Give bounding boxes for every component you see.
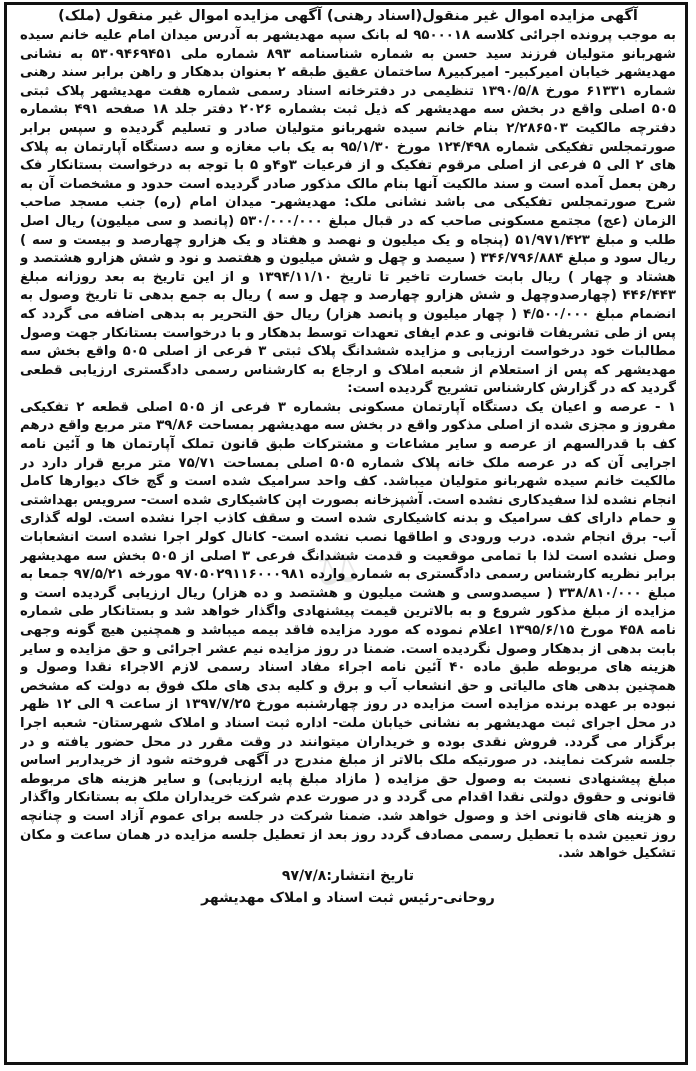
notice-intro-paragraph: به موجب پرونده اجرائی کلاسه ۹۵۰۰۰۱۸ له بانک سپه مهدیشهر به آدرس میدان امام علیه خانم سیده شهربانو متولیان فرزند سید حسن به شماره شناسنامه ۸۹۳ شماره ملی ۵۳۰۹۴۶۹۴۵۱ به نشانی مهدیشهر خیابان امیرکبیر- امیرکبیر۸ ساختمان عقیق طبقه ۲ بعنوان بدهکار و راهن برابر سند رهنی شماره ۶۱۳۳۱ مورخ ۱۳۹۰/۵/۸ تنظیمی در دفترخانه اسناد رسمی شماره هفت مهدیشهر پلاک ثبتی ۵۰۵ اصلی واقع در بخش سه مهدیشهر که ذیل ثبت بشماره ۲۰۲۶ دفتر جلد ۱۸ صفحه ۴۹۱ بشماره دفترچه مالکیت ۲/۲۸۶۵۰۳ بنام خانم سیده شهربانو متولیان صادر و تسلیم گردیده و سپس برابر صورتمجلس تفکیکی شماره ۱۲۴/۴۹۸ مورخ ۹۵/۱/۳۰ به یک باب مغازه و سه دستگاه آپارتمان به پلاک های ۲ الی ۵ فرعی از اصلی مرقوم تفکیک و از فرعیات ۳و۴و ۵ با توجه به درخواست بستانکار فک رهن بعمل آمده است و سند مالکیت آنها بنام مالک مذکور صادر گردیده است حدود و مشخصات آن به شرح صورتمجلس تفکیکی می باشد نشانی ملک: مهدیشهر- میدان امام (ره) جنب مسجد صاحب الزمان (عج) مجتمع مسکونی صاحب که در قبال مبلغ ۵۳۰/۰۰۰/۰۰۰ (پانصد و سی میلیون) ریال اصل طلب و مبلغ ۵۱/۹۷۱/۴۲۳ (پنجاه و یک میلیون و نهصد و هفتاد و یک هزارو چهارصد و بیست و سه ) ریال سود و مبلغ ۳۴۶/۷۹۶/۸۸۴ ( سیصد و چهل و شش میلیون و هفتصد و نود و شش هزارو هشتصد و هشتاد و چهار ) ریال بابت خسارت تاخیر تا تاریخ ۱۳۹۴/۱۱/۱۰ و از این تاریخ به بعد روزانه مبلغ ۴۴۶/۴۴۳ (چهارصدوچهل و شش هزارو چهارصد و چهل و سه ) ریال به جمع بدهی تا تاریخ وصول به انضمام مبلغ ۴/۵۰۰/۰۰۰ ( چهار میلیون و پانصد هزار) ریال حق التحریر به بدهی اضافه می گردد که پس از طی تشریفات قانونی و عدم ایفای تعهدات توسط بدهکار و با درخواست بستانکار جهت وصول مطالبات خود درخواست ارزیابی و مزایده ششدانگ پلاک ثبتی ۳ فرعی از اصلی ۵۰۵ واقع بخش سه مهدیشهر که پس از استعلام از شعبه املاک و ارجاع به کارشناس رسمی دادگستری ارزیابی قطعی گردید که در گزارش کارشناس تشریح گردیده است:: [20, 28, 676, 397]
notice-title: آگهی مزایده اموال غیر منقول(اسناد رهنی) آگهی مزایده اموال غیر منقول (ملک): [58, 8, 638, 24]
signature-line: روحانی-رئیس ثبت اسناد و املاک مهدیشهر: [201, 889, 495, 906]
watermark: ⚖: [313, 537, 362, 597]
notice-item-1-paragraph: ۱ - عرصه و اعیان یک دستگاه آپارتمان مسکونی بشماره ۳ فرعی از ۵۰۵ اصلی قطعه ۲ تفکیکی مفروز و مجزی شده از اصلی مذکور واقع در بخش سه مهدیشهر بمساحت ۳۹/۸۶ متر مربع واقع درهم کف با قدرالسهم از عرصه و سایر مشاعات و مشترکات طبق قانون تملک آپارتمان ها و آئین نامه اجرایی آن که در عرصه ملک خانه پلاک شماره ۵۰۵ اصلی بمساحت ۷۵/۷۱ متر مربع قرار دارد در مالکیت خانم سیده شهربانو متولیان میباشد. کف واحد سرامیک شده است و گچ خاک دیوارها کامل انجام نشده لذا سفیدکاری نشده است. آشپزخانه بصورت اپن کاشیکاری شده است- سرویس بهداشتی و حمام دارای کف سرامیک و بدنه کاشیکاری شده است و سقف کاذب اجرا نشده است. لوله گذاری آب- برق انجام شده. درب ورودی و اطاقها نصب نشده است- کانال کولر اجرا نشده است انشعابات وصل نشده است لذا با تمامی موقعیت و قدمت ششدانگ فرعی ۳ اصلی از ۵۰۵ بخش سه مهدیشهر برابر نظریه کارشناس رسمی دادگستری به شماره وارده ۹۷۰۵۰۲۹۱۱۶۰۰۰۹۸۱ مورخه ۹۷/۵/۲۱ جمعا به مبلغ ۳۳۸/۸۱۰/۰۰۰ ( سیصدوسی و هشت میلیون و هشتصد و ده هزار) ریال ارزیابی گردیده است و مزایده از مبلغ مذکور شروع و به بالاترین قیمت پیشنهادی واگذار خواهد شد و بستانکار طی شماره نامه ۴۵۸ مورخ ۱۳۹۵/۶/۱۵ اعلام نموده که مورد مزایده فاقد بیمه میباشد و همچنین هیچ گونه وجهی بابت بدهی از بدهکار وصول نگردیده است. ضمنا در روز مزایده نیم عشر اجرائی و حق مزایده و سایر هزینه های مربوطه طبق ماده ۴۰ آئین نامه اجراء مفاد اسناد رسمی لازم الاجراء نقدا وصول و همچنین بدهی های مالیاتی و حق انشعاب آب و برق و کلیه بدی های ملک فوق به دولت که مشخص نبوده بر عهده برنده مزایده است مزایده در روز چهارشنبه مورخ ۱۳۹۷/۷/۲۵ از ساعت ۹ الی ۱۲ ظهر در محل اجرای ثبت مهدیشهر به نشانی خیابان ملت- اداره ثبت اسناد و املاک شهرستان- شعبه اجرا برگزار می گردد. فروش نقدی بوده و خریداران میتوانند در وقت مقرر در محل حضور یافته و در جلسه شرکت نمایند. در صورتیکه ملک بالاتر از مبلغ مندرج در آگهی فروخته شود از خریداربر اساس مبلغ پیشنهادی نسبت به وصول حق مزایده ( مازاد مبلغ پایه ارزیابی) و سایر هزینه های مربوطه قانونی و حقوق دولتی نقدا اقدام می گردد و در صورت عدم شرکت خریداران ملک به بستانکار واگذار و هزینه های قانونی اخذ و وصول خواهد شد. ضمنا شرکت در جلسه برای عموم آزاد است و چنانچه روز تعیین شده با تعطیل رسمی مصادف گردد روز بعد از تعطیل جلسه مزایده در همان ساعت و مکان تشکیل خواهد شد.: [20, 399, 676, 862]
publish-date: تاریخ انتشار:۹۷/۷/۸: [281, 867, 415, 884]
auction-notice: [20, 6, 676, 1056]
